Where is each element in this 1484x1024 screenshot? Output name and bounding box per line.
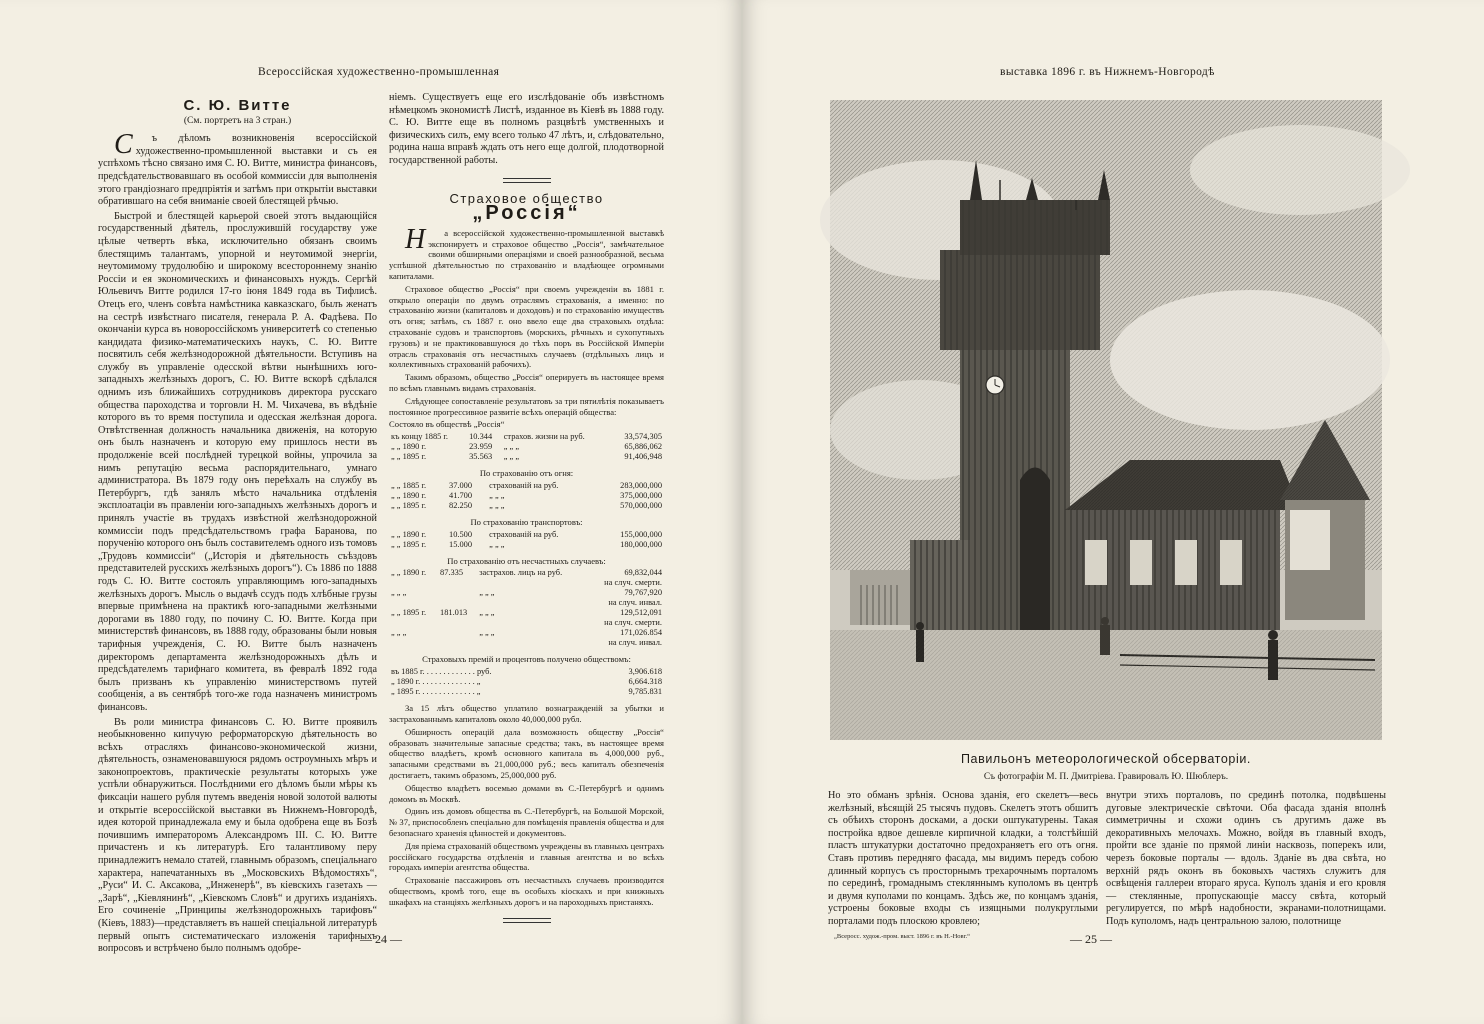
table-cell: 10.344	[469, 432, 493, 442]
table-cell	[389, 598, 438, 608]
table-row	[389, 677, 664, 687]
table-row	[389, 578, 664, 588]
paragraph: Въ роли министра финансовъ С. Ю. Витте проявилъ необыкновенно кипучую реформаторскую дѣятельность во всѣхъ отрасляхъ финансово-экономической жизни, дѣятельность, ознаменовавшуюся рядомъ остроумныхъ мѣръ и законопроектовъ, практическіе результаты которыхъ уже успѣли обнаружиться. Послѣдними его дѣломъ были мѣры къ фиксаціи нашего рубля путемъ введенія новой золотой валюты и открытіе всероссійской выставки въ Нижнемъ-Новгородѣ, идея которой принадлежала ему и была одобрена еще въ Бозѣ почившимъ императоромъ Александромъ III. С. Ю. Витте причастенъ и къ литературѣ. Его талантливому перу принадлежитъ немало статей, главнымъ образомъ, спеціальнаго характера, напечатанныхъ въ „Московскихъ Вѣдомостяхъ“, „Руси“ И. С. Аксакова, „Инженерѣ“, въ кіевскихъ газетахъ — „Зарѣ“, „Кіевлянинѣ“, „Кіевскомъ Словѣ“ и другихъ изданіяхъ. Его сочиненіе „Принципы желѣзнодорожныхъ тарифовъ“ (Кіевъ, 1883)—представляетъ въ нашей спеціальной литературѣ первый опытъ систематическаго изложенія тарифныхъ вопросовъ и встрѣчено было полнымъ одобре-	[98, 716, 377, 955]
table-cell: 41.700	[449, 490, 473, 500]
paragraph: Общество владѣетъ восемью домами въ С.-Петербургѣ и однимъ домомъ въ Москвѣ.	[389, 782, 664, 804]
table-row	[389, 687, 664, 697]
fire-header: По страхованію отъ огня:	[479, 468, 574, 479]
table-cell: 37.000	[449, 480, 473, 490]
paragraph: Быстрой и блестящей карьерой своей этотъ выдающійся государственный дѣятель, прослужившій государству уже цѣлые четверть вѣка, исключительно обязанъ своимъ блестящимъ талантамъ, упорной и неутомимой энергіи, неутомимому трудолюбію и широкому всестороннему знанію Россіи и ея экономическихъ и финансовыхъ нуждъ. Сергѣй Юльевичъ Витте родился 17-го іюня 1849 года въ Тифлисѣ. Отецъ его, членъ совѣта намѣстника кавказскаго, былъ женатъ на сестрѣ извѣстнаго писателя, генерала Р. А. Фадѣева. По окончаніи курса въ новороссійскомъ университетѣ со степенью кандидата физико-математическихъ наукъ, С. Ю. Витте посвятилъ себя желѣзнодорожной дѣятельности. Вступивъ на службу въ управленіе одесской вѣтви нынѣшнихъ юго-западныхъ желѣзныхъ дорогъ, С. Ю. Витте вскорѣ сдѣлался однимъ изъ ближайшихъ сотрудниковъ директора русскаго общества пароходства и торговли Н. М. Чихачева, въ вѣдѣніе которого въ то время поступила и одесская желѣзная дорога. Отвѣтственная должность начальника движенія, на которую онъ былъ назначенъ и которую ему пришлось нести въ продолженіе всей послѣдней турецкой войны, упрочила за нимъ репутацію весьма распорядительнаго, умнаго администратора. Въ 1879 году онъ переѣхалъ на службу въ Петербургъ, гдѣ занялъ мѣсто начальника отдѣленія эксплоатаціи въ правленіи юго-западныхъ желѣзныхъ дорогъ и принялъ участіе въ трудахъ извѣстной желѣзнодорожной коммиссіи подъ предсѣдательствомъ графа Баранова, по порученію которого онъ былъ составителемъ одного изъ томовъ „Трудовъ коммиссіи“ („Исторія и дѣятельность съѣздовъ представителей русскихъ желѣзныхъ дорогъ“). Съ 1886 по 1888 годъ С. Ю. Витте состоялъ управляющимъ юго-западныхъ желѣзныхъ дорогъ. Мысль о выдачѣ ссудъ подъ хлѣбные грузы впервые примѣнена на практикѣ юго-западными желѣзными дорогами въ 1880 году, по почину С. Ю. Витте. Когда при министерствѣ финансовъ, въ 1888 году, образованы были новыя тарифныя учрежденія, С. Ю. Витте былъ назначенъ директоромъ департамента желѣзнодорожныхъ дѣлъ и предсѣдателемъ тарифнаго комитета, въ февралѣ 1892 года былъ призванъ къ управленію министерствомъ путей сообщенія, а въ сентябрѣ того-же года назначенъ министромъ финансовъ.	[98, 210, 377, 713]
table-cell: 181.013	[440, 608, 468, 618]
table-cell: „ „ „	[479, 588, 495, 598]
table-cell: 87.335	[440, 568, 464, 578]
table-cell: „ „ 1890 г.	[391, 442, 427, 452]
table-cell	[438, 628, 477, 638]
table-row	[389, 568, 664, 578]
table-cell	[438, 638, 477, 648]
table-cell	[477, 598, 586, 608]
table-cell: на случ. смерти.	[604, 578, 662, 588]
table-row	[389, 598, 664, 608]
table-cell: „ „ „	[489, 490, 505, 500]
table-cell: 6,664.318	[628, 677, 662, 687]
illustration-credit: Съ фотографіи М. П. Дмитріева. Гравировалъ Ю. Шюблеръ.	[983, 772, 1229, 782]
column-rossia	[389, 92, 664, 927]
paragraph-continued: ніемъ. Существуетъ еще его изслѣдованіе объ извѣстномъ нѣмецкомъ экономистѣ Листѣ, изданное въ Кіевѣ въ 1888 году. С. Ю. Витте еще въ полномъ разцвѣтѣ умственныхъ и физическихъ силъ, ему всего только 47 лѣтъ, и, слѣдовательно, родина наша вправѣ ждать отъ него еще долгой, плодотворной государственной работы.	[389, 92, 664, 166]
table-row	[389, 638, 664, 648]
table-cell: „ „ „	[391, 588, 407, 598]
table-cell: „ „ „	[503, 452, 520, 462]
table-cell: „ „ „	[479, 608, 495, 618]
table-cell: „ „ 1890 г.	[391, 490, 427, 500]
table-cell	[389, 618, 438, 628]
running-head-right: выставка 1896 г. въ Нижнемъ-Новгородѣ	[1000, 66, 1215, 78]
table-cell: „ „ 1895 г.	[391, 500, 427, 510]
table-cell: „ 1890 г. . . . . . . . . . . . . . „	[391, 677, 481, 687]
paragraph: Съ дѣломъ возникновенія всероссійской художественно-промышленной выставки и съ ея успѣхомъ тѣсно связано имя С. Ю. Витте, министра финансовъ, предсѣдательствовавшаго въ особой коммиссіи для выполненія этого грандіознаго предпріятія и затѣмъ при открытіи выставки обратившаго на себя вниманіе своей блестящей рѣчью.	[98, 129, 377, 208]
table-cell	[389, 578, 438, 588]
table-cell: страхованій на руб.	[489, 480, 559, 490]
life-insurance-table	[389, 432, 664, 462]
table-intro: Состояло въ обществѣ „Россія“	[389, 419, 505, 430]
table-cell: 15.000	[449, 539, 473, 549]
column-witte	[98, 92, 377, 955]
accident-header: По страхованію отъ несчастныхъ случаевъ:	[447, 555, 606, 566]
imprint-line: „Всеросс. худож.-пром. выст. 1896 г. въ Н.-Новг.“	[834, 933, 971, 940]
paragraph: Обширность операцій дала возможность обществу „Россія“ образовать значительные запасные средства; такъ, въ настоящее время общество владѣетъ, кромѣ основного капитала въ 4,000,000 руб., запасными средствами въ 21,000,000 руб.; весь капиталъ обезпеченія достигаетъ, такимъ образомъ, 25,000,000 руб.	[389, 726, 664, 781]
table-cell	[477, 618, 586, 628]
accident-insurance-table	[389, 568, 664, 648]
table-cell: на случ. инвал.	[608, 598, 662, 608]
table-cell: „ „ „	[391, 628, 407, 638]
illustration-caption: Павильонъ метеорологической обсерваторіи.	[960, 752, 1252, 766]
table-cell: 69,832,044	[624, 568, 662, 578]
paragraph: Такимъ образомъ, общество „Россія“ оперируетъ въ настоящее время по всѣмъ главнымъ видамъ страхованія.	[389, 372, 664, 393]
table-cell	[438, 598, 477, 608]
paragraph: На всероссійской художественно-промышленной выставкѣ экспонируетъ и страховое общество „Россія“, замѣчательное своими обширными операціями и своей разнообразной, весьма успѣшной дѣятельностью по страхованію и владѣющее огромными капиталами.	[389, 223, 664, 281]
table-cell	[438, 578, 477, 588]
end-divider	[503, 918, 551, 923]
table-cell: 129,512,091	[620, 608, 662, 618]
table-cell: 570,000,000	[620, 500, 662, 510]
article-subtitle-witte: (См. портретъ на 3 стран.)	[183, 114, 292, 126]
table-row	[389, 432, 664, 442]
table-cell: „ „ 1890 г.	[391, 529, 427, 539]
premiums-header: Страховыхъ премій и процентовъ получено обществомъ:	[422, 654, 631, 665]
table-cell: 35.563	[469, 452, 493, 462]
table-cell: 65,886,062	[624, 442, 662, 452]
page-number-left: — 24 —	[360, 932, 402, 946]
table-cell: 82.250	[449, 500, 473, 510]
page-number-right: — 25 —	[1070, 932, 1112, 946]
table-cell: „ „ „	[489, 539, 505, 549]
table-row	[389, 501, 664, 511]
table-cell: 10.500	[449, 529, 473, 539]
fire-insurance-table	[389, 481, 664, 511]
table-cell	[477, 578, 586, 588]
paragraph: Страхованіе пассажировъ отъ несчастныхъ случаевъ производится обществомъ, кромѣ того, еще въ особыхъ кіоскахъ и при книжныхъ шкафахъ на станціяхъ желѣзныхъ дорогъ и на пароходныхъ пристаняхъ.	[389, 875, 664, 907]
table-cell: „ „ „	[503, 442, 520, 452]
table-cell: „ „ „	[479, 628, 495, 638]
table-cell: 375,000,000	[620, 490, 662, 500]
running-head-left: Всероссійская художественно-промышленная	[258, 66, 500, 78]
pavilion-illustration	[830, 100, 1382, 740]
table-row	[389, 452, 664, 462]
paragraph: Для пріема страхованій обществомъ учреждены въ главныхъ центрахъ россійскаго государства отдѣленія и главныя агентства и во всѣхъ городахъ имперіи агентства общества.	[389, 840, 664, 873]
premiums-table	[389, 667, 664, 697]
paragraph: Страховое общество „Россія“ при своемъ учрежденіи въ 1881 г. открыло операціи по двумъ отраслямъ страхованія, а именно: по страхованію жизни (капиталовъ и доходовъ) и по страхованію имуществъ отъ огня; затѣмъ, съ 1887 г. оно ввело еще два страховыхъ отдѣла: страхованіе судовъ и транспортовъ (морскихъ, рѣчныхъ и сухопутныхъ грузовъ) и не практиковавшуюся до тѣхъ поръ въ Россійской Имперіи отрасль страхованія отъ несчастныхъ случаевъ (отдѣльныхъ лицъ и коллективныхъ страхованій рабочихъ).	[389, 283, 664, 370]
right-column-2: внутри этихъ порталовъ, по срединѣ потолка, подвѣшены дуговые электрическіе свѣточи. Оба фасада зданія вполнѣ симметричны и схожи одинъ съ другимъ даже въ декоративныхъ мелочахъ. Можно, войдя въ главный входъ, пройти все зданіе по прямой линіи насквозь, поперекъ или, черезъ боковые порталы — вдоль. Зданіе въ два свѣта, но верхній рядъ оконъ въ боковыхъ частяхъ служитъ для освѣщенія галлереи втораго яруса. Куполъ зданія и его кровля — стеклянные, пропускающіе массу свѣта, который регулируется, по мѣрѣ надобности, экранами-полотнищами. Подъ куполомъ, надъ центральною залою, полотнище	[1106, 790, 1386, 927]
table-cell: къ концу 1885 г.	[391, 432, 448, 442]
table-row	[389, 628, 664, 638]
table-cell	[389, 638, 438, 648]
table-cell: 91,406,948	[624, 452, 662, 462]
table-cell: „ „ 1895 г.	[391, 608, 427, 618]
paragraph: За 15 лѣтъ общество уплатило вознагражденій за убытки и застрахованнымъ капиталовъ около 40,000,000 рубл.	[389, 703, 664, 725]
transport-header: По страхованію транспортовъ:	[470, 516, 583, 527]
table-cell: 180,000,000	[620, 539, 662, 549]
transport-insurance-table	[389, 530, 664, 550]
table-cell: 171,026.854	[620, 628, 662, 638]
table-cell: 155,000,000	[620, 529, 662, 539]
table-row	[389, 481, 664, 491]
table-cell: на случ. инвал.	[608, 638, 662, 648]
table-cell: 9,785.831	[628, 687, 662, 697]
right-page	[742, 0, 1484, 1024]
table-cell: „ 1895 г. . . . . . . . . . . . . . „	[391, 687, 481, 697]
table-cell: страхов. жизни на руб.	[503, 432, 585, 442]
table-cell: застрахов. лицъ на руб.	[479, 568, 563, 578]
article-title-witte: С. Ю. Витте	[183, 97, 292, 114]
table-row	[389, 588, 664, 598]
table-cell	[438, 588, 477, 598]
table-cell: 283,000,000	[620, 480, 662, 490]
table-cell: 79,767,920	[624, 588, 662, 598]
table-cell: въ 1885 г. . . . . . . . . . . . . руб.	[391, 667, 492, 677]
right-column-1: Но это обманъ зрѣнія. Основа зданія, его скелетъ—весь желѣзный, вѣсящій 25 тысячъ пудовъ. Скелетъ этотъ обшитъ съ обѣихъ сторонъ досками, а доски оштукатурены. Такая постройка вдвое дешевле кирпичной кладки, а толстѣйшій пластъ штукатурки достаточно предохраняетъ его отъ огня. Ставъ противъ передняго фасада, мы видимъ передъ собою длинный корпусъ съ просторнымъ трехарочнымъ порталомъ по серединѣ, громаднымъ стекляннымъ куполомъ въ центрѣ и двумя куполами по концамъ. Здѣсь же, по концамъ зданія, устроены боковые входы съ изящными полукруглыми порталами подъ плоскою кровлею;	[828, 790, 1098, 927]
table-row	[389, 618, 664, 628]
table-cell: „ „ 1895 г.	[391, 452, 427, 462]
section-title-big: „Россія“	[472, 202, 581, 225]
table-cell: страхованій на руб.	[489, 529, 559, 539]
table-row	[389, 608, 664, 618]
pavilion-engraving	[830, 100, 1382, 740]
table-cell	[438, 618, 477, 628]
table-cell	[477, 638, 586, 648]
section-title-small: Страховое общество	[449, 190, 604, 206]
section-divider	[503, 178, 551, 183]
table-row	[389, 530, 664, 540]
table-cell: 23.959	[469, 442, 493, 452]
table-row	[389, 540, 664, 550]
table-row	[389, 491, 664, 501]
paragraph: Слѣдующее сопоставленіе результатовъ за три пятилѣтія показываетъ постоянное прогрессивное развитіе всѣхъ операцій общества:	[389, 395, 664, 417]
table-cell: 3,906.618	[628, 667, 662, 677]
table-cell: на случ. смерти.	[604, 618, 662, 628]
table-cell: 33,574,305	[624, 432, 662, 442]
paragraph: Одинъ изъ домовъ общества въ С.-Петербургѣ, на Большой Морской, № 37, приспособленъ спеціально для помѣщенія правленія общества и для безопаснаго храненія цѣнностей и документовъ.	[389, 806, 664, 839]
table-row	[389, 667, 664, 677]
table-cell: „ „ 1895 г.	[391, 539, 427, 549]
table-row	[389, 442, 664, 452]
table-cell: „ „ „	[489, 500, 505, 510]
table-cell: „ „ 1890 г.	[391, 568, 427, 578]
table-cell: „ „ 1885 г.	[391, 480, 427, 490]
